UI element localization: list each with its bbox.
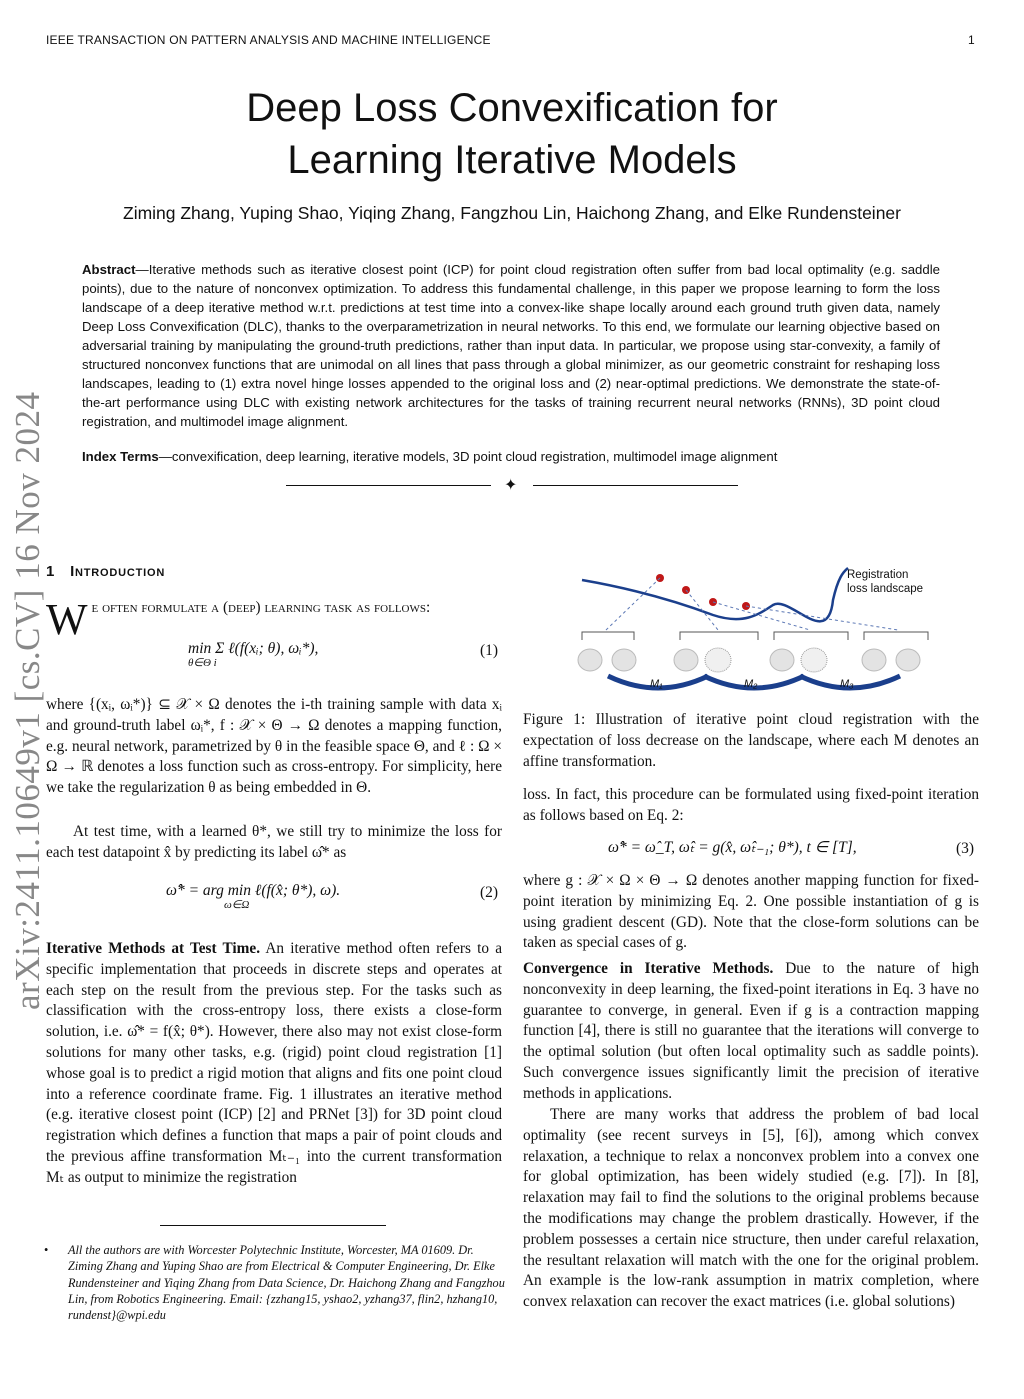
intro-first-text: e often formulate a (deep) learning task as follows: bbox=[91, 599, 431, 616]
para-iterative bbox=[46, 939, 502, 1189]
abstract-label: Abstract bbox=[82, 262, 136, 277]
eq3-number: (3) bbox=[956, 840, 975, 857]
index-terms bbox=[82, 449, 940, 464]
page-number: 1 bbox=[968, 33, 975, 47]
index-terms-text: —convexification, deep learning, iterative models, 3D point cloud registration, multimodel image alignment bbox=[158, 449, 778, 464]
landscape-label bbox=[847, 568, 923, 596]
eq1-number: (1) bbox=[480, 642, 499, 659]
diamond-icon: ✦ bbox=[504, 477, 518, 494]
conv-head: Convergence in Iterative Methods. bbox=[523, 960, 774, 977]
para-many: There are many works that address the problem of bad local optimality (see recent surveys in [5], [6]), among which convex relaxation, a technique to relax a nonconvex problem into a convex one for global optimization, has been widely studied (e.g. [7]). In [8], relaxation may fail to find the solutions to the original problems because the modifications may change the problem drastically. However, if the problem possesses a certain nice structure, then under careful relaxation, the resultant relaxation will match with the one for the original problem. An example is the low-rank assumption in matrix completion, where convex relaxation can recover the exact matrices (i.e. global solutions) bbox=[523, 1106, 979, 1311]
m-label-3: M₃ bbox=[840, 678, 854, 690]
footnote-text: All the authors are with Worcester Polytechnic Institute, Worcester, MA 01609. Dr. Ziming Zhang and Yuping Shao are from Electrical & Computer Engineering, Dr. Elke Rundensteiner and Yiqing Zhang from Data Science, Dr. Haichong Zhang and Fangzhou Lin, from Robotics Engineering. Email: {zzhang15, yshao2, yzhang37, flin2, hzhang10, rundenst}@wpi.edu bbox=[68, 1243, 505, 1323]
para-where: where {(xᵢ, ωᵢ*)} ⊆ 𝒳 × Ω denotes the i-th training sample with data xᵢ and ground-truth label ωᵢ*, f : 𝒳 × Θ → Ω denotes a mapping function, e.g. neural network, parametrized by θ in the feasible space Θ, and ℓ : Ω × Ω → ℝ denotes a loss function such as cross-entropy. For simplicity, here we take the regularization θ as being embedded in Θ. bbox=[46, 696, 502, 797]
landscape-label-2: loss landscape bbox=[847, 583, 924, 595]
equation-3: ω̂* = ω̂_T, ω̂ₜ = g(x̂, ω̂ₜ₋₁; θ*), t ∈ [T], bbox=[608, 839, 857, 856]
footnote bbox=[46, 1242, 506, 1323]
eq2-body: ω̂* = arg min ℓ(f(x̂; θ*), ω). bbox=[166, 882, 341, 899]
m-label-1: M₁ bbox=[650, 678, 663, 690]
abstract-text: —Iterative methods such as iterative closest point (ICP) for point cloud registration often suffer from bad local optimality (e.g. saddle points), due to the nature of nonconvex optimization. To address this fundamental challenge, in this paper we propose learning to form the loss landscape of a deep iterative method w.r.t. predictions at test time into a convex-like shape locally around each ground truth given data, namely Deep Loss Convexification (DLC), thanks to the overparametrization in neural networks. To this end, we formulate our learning objective based on adversarial training by manipulating the ground-truth predictions, rather than input data. In particular, we propose using star-convexity, a family of structured nonconvex functions that are unimodal on all lines that pass through a global minimizer, as our geometric constraint for reshaping loss landscapes, leading to (1) extra novel hinge losses appended to the original loss and (2) near-optimal predictions. We demonstrate the state-of-the-art performance using DLC with existing network architectures for the tasks of training recurrent neural networks (RNNs), 3D point cloud registration, and multimodel image alignment. bbox=[82, 262, 940, 429]
para-test: At test time, with a learned θ*, we still try to minimize the loss for each test datapoint x̂ by predicting its label ω̂* as bbox=[46, 823, 502, 861]
section-number: 1 bbox=[46, 563, 56, 580]
title-line-2: Learning Iterative Models bbox=[287, 138, 737, 182]
paper-title bbox=[0, 82, 1024, 186]
footnote-rule bbox=[160, 1225, 386, 1226]
section-heading bbox=[46, 563, 165, 580]
para-convergence bbox=[523, 959, 979, 1105]
iter-head: Iterative Methods at Test Time. bbox=[46, 940, 261, 957]
eq2-number: (2) bbox=[480, 884, 499, 901]
equation-1 bbox=[188, 640, 318, 669]
intro-first bbox=[46, 595, 502, 644]
section-title: Introduction bbox=[70, 563, 166, 580]
running-header: IEEE TRANSACTION ON PATTERN ANALYSIS AND MACHINE INTELLIGENCE bbox=[46, 33, 491, 47]
eq2-sub: ω∈Ω bbox=[224, 899, 250, 911]
para-loss: loss. In fact, this procedure can be formulated using fixed-point iteration as follows based on Eq. 2: bbox=[523, 786, 979, 824]
conv-body: Due to the nature of high nonconvexity in deep learning, the fixed-point iterations in Eq. 3 have no guarantee to converge, in general. Even if g is a contraction mapping function [4], there is still no guarantee that the iterations will converge to the optimal solution (but often local optimality such as saddle points). Such convergence issues significantly limit the precision of iterative methods in applications. bbox=[523, 960, 979, 1102]
arxiv-stamp: arXiv:2411.10649v1 [cs.CV] 16 Nov 2024 bbox=[8, 391, 47, 1010]
m-label-2: M₂ bbox=[744, 678, 758, 690]
bullet-icon: • bbox=[44, 1243, 49, 1257]
title-line-1: Deep Loss Convexification for bbox=[246, 86, 778, 130]
dropcap: W bbox=[46, 595, 88, 644]
separator bbox=[286, 477, 738, 494]
figure-caption: Figure 1: Illustration of iterative point cloud registration with the expectation of loss decrease on the landscape, where each M denotes an affine transformation. bbox=[523, 711, 979, 770]
landscape-curve bbox=[582, 568, 848, 621]
eq1-sub: θ∈Θ i bbox=[188, 657, 217, 669]
landscape-label-1: Registration bbox=[847, 569, 909, 581]
index-terms-label: Index Terms bbox=[82, 449, 159, 464]
para-g: where g : 𝒳 × Ω × Θ → Ω denotes another mapping function for fixed-point iteration by minimizing Eq. 2. One possible instantiation of g is using gradient descent (GD). Note that the close-form solutions can be taken as special cases of g. bbox=[523, 872, 979, 952]
eq1-body: min Σ ℓ(f(xᵢ; θ), ωᵢ*), bbox=[188, 640, 319, 657]
iter-body: An iterative method often refers to a specific implementation that proceeds in discrete steps and operates at each step on the result from the previous step. For the tasks such as classification with the cross-entropy loss, there exists a close-form solution, i.e. ω̂* = f(x̂; θ*). However, there also may not exist close-form solutions for many other tasks, e.g. (rigid) point cloud registration [1] whose goal is to predict a rigid motion that aligns and fits one point cloud into a reference coordinate frame. Fig. 1 illustrates an iterative method (e.g. iterative closest point (ICP) [2] and PRNet [3]) for 3D point cloud registration which defines a function that maps a pair of point clouds and the previous affine transformation Mₜ₋₁ into the current transformation Mₜ as output to minimize the registration bbox=[46, 940, 502, 1186]
abstract bbox=[82, 260, 940, 431]
authors: Ziming Zhang, Yuping Shao, Yiqing Zhang, Fangzhou Lin, Haichong Zhang, and Elke Rundensteiner bbox=[123, 203, 901, 223]
equation-2 bbox=[166, 882, 340, 911]
